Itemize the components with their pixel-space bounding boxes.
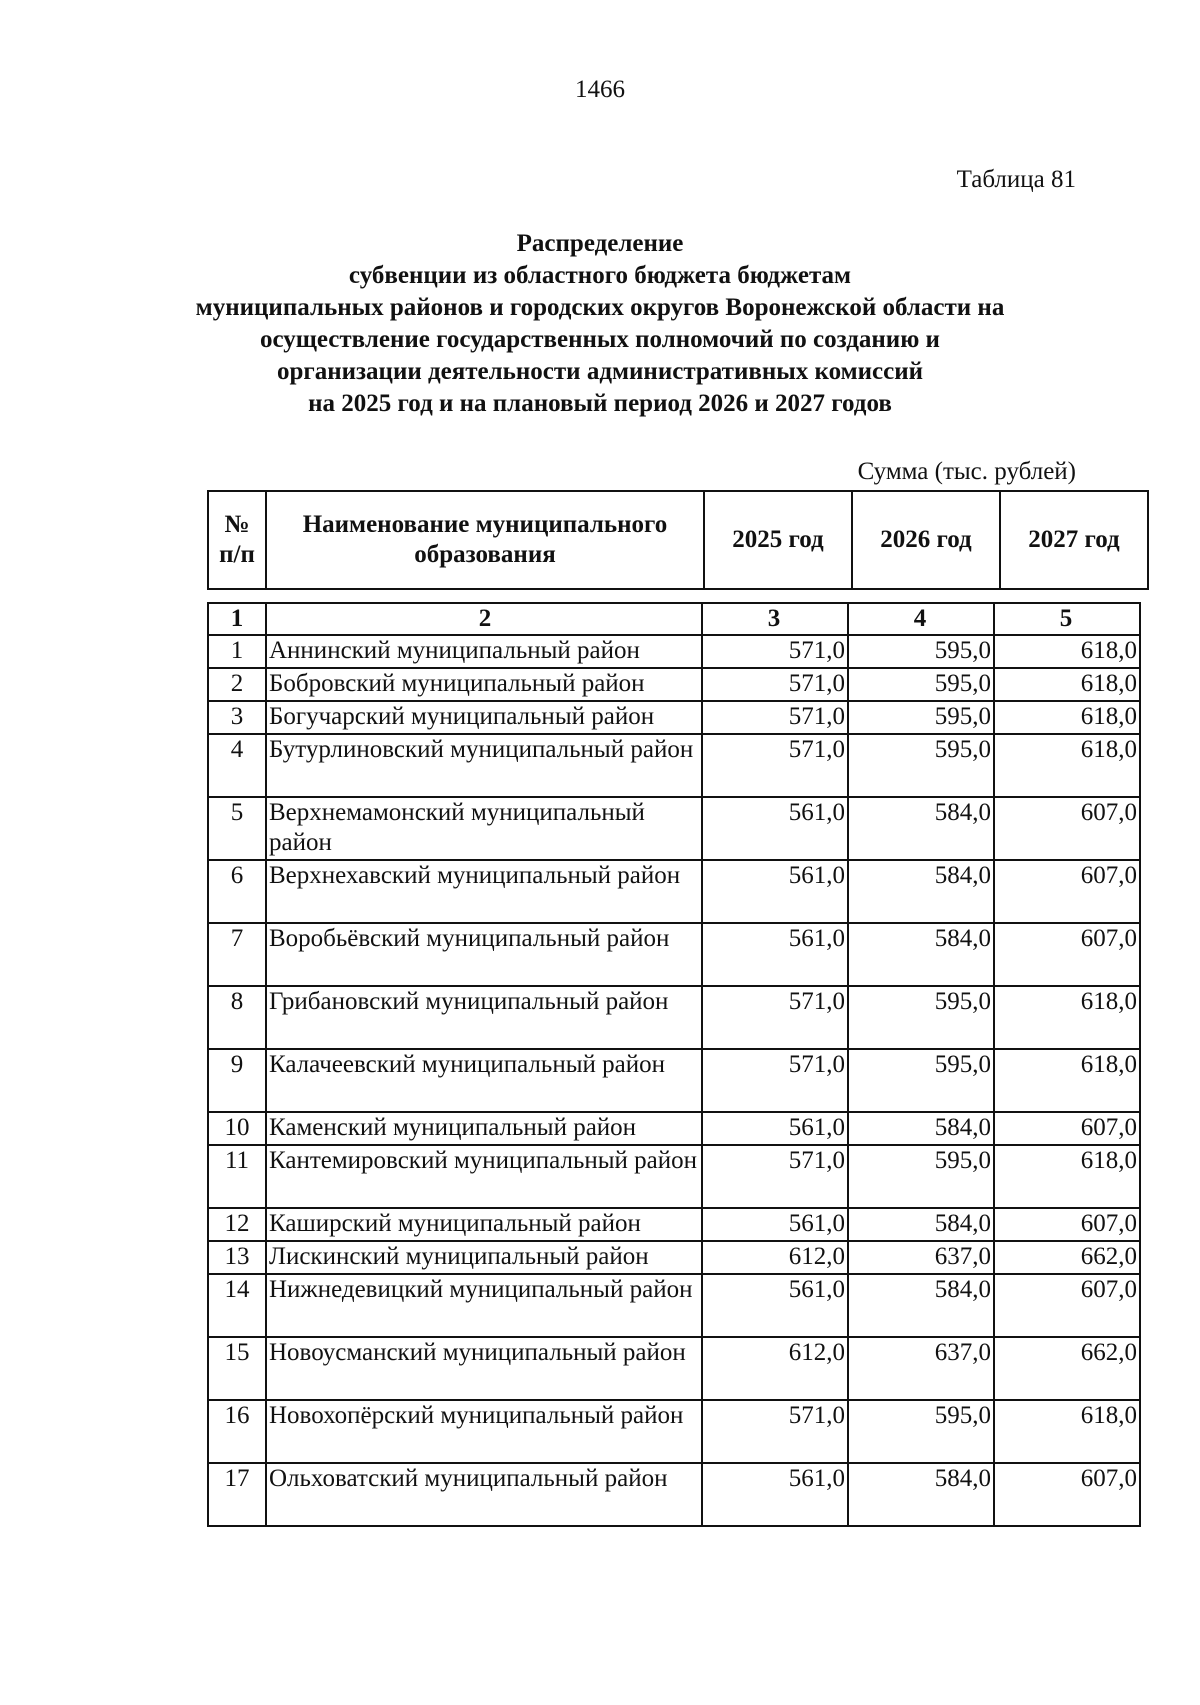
value-2025: 571,0 [702, 701, 848, 734]
value-2026: 637,0 [848, 1337, 994, 1400]
value-2025: 561,0 [702, 1208, 848, 1241]
row-number: 14 [208, 1274, 266, 1337]
value-2025: 561,0 [702, 1463, 848, 1526]
column-number: 2 [266, 603, 702, 635]
municipality-name: Новоусманский муниципальный район [266, 1337, 702, 1400]
municipality-name: Аннинский муниципальный район [266, 635, 702, 668]
value-2027: 607,0 [994, 1112, 1140, 1145]
value-2026: 637,0 [848, 1241, 994, 1274]
value-2025: 561,0 [702, 860, 848, 923]
value-2025: 571,0 [702, 986, 848, 1049]
municipality-name: Каширский муниципальный район [266, 1208, 702, 1241]
row-number: 15 [208, 1337, 266, 1400]
row-number: 13 [208, 1241, 266, 1274]
value-2025: 571,0 [702, 635, 848, 668]
value-2027: 618,0 [994, 734, 1140, 797]
value-2025: 571,0 [702, 1145, 848, 1208]
municipality-name: Лискинский муниципальный район [266, 1241, 702, 1274]
municipality-name: Нижнедевицкий муниципальный район [266, 1274, 702, 1337]
row-number: 8 [208, 986, 266, 1049]
value-2025: 571,0 [702, 1400, 848, 1463]
value-2025: 571,0 [702, 734, 848, 797]
value-2026: 584,0 [848, 797, 994, 860]
title-line: Распределение [516, 230, 684, 257]
table-row [208, 1274, 1140, 1337]
value-2026: 595,0 [848, 668, 994, 701]
municipality-name: Верхнехавский муниципальный район [266, 860, 702, 923]
value-2026: 584,0 [848, 860, 994, 923]
table-row [208, 986, 1140, 1049]
value-2026: 584,0 [848, 1274, 994, 1337]
header-num: № п/п [208, 491, 266, 589]
value-2026: 595,0 [848, 1145, 994, 1208]
municipality-name: Бутурлиновский муниципальный район [266, 734, 702, 797]
value-2027: 607,0 [994, 1463, 1140, 1526]
column-number: 5 [994, 603, 1140, 635]
row-number: 16 [208, 1400, 266, 1463]
row-number: 1 [208, 635, 266, 668]
title-line: субвенции из областного бюджета бюджетам [348, 262, 852, 289]
value-2027: 618,0 [994, 1400, 1140, 1463]
municipality-name: Бобровский муниципальный район [266, 668, 702, 701]
value-2027: 607,0 [994, 860, 1140, 923]
table-row [208, 1049, 1140, 1112]
column-number: 3 [702, 603, 848, 635]
value-2025: 612,0 [702, 1241, 848, 1274]
column-number: 1 [208, 603, 266, 635]
value-2026: 584,0 [848, 923, 994, 986]
column-number: 4 [848, 603, 994, 635]
value-2026: 595,0 [848, 734, 994, 797]
value-2025: 561,0 [702, 923, 848, 986]
municipality-name: Каменский муниципальный район [266, 1112, 702, 1145]
row-number: 9 [208, 1049, 266, 1112]
table-row [208, 668, 1140, 701]
value-2027: 618,0 [994, 668, 1140, 701]
row-number: 12 [208, 1208, 266, 1241]
data-table [207, 602, 1141, 1527]
value-2025: 571,0 [702, 668, 848, 701]
column-numbers-row [208, 603, 1140, 635]
value-2027: 618,0 [994, 1049, 1140, 1112]
value-2027: 618,0 [994, 986, 1140, 1049]
title-line: организации деятельности административных комиссий [276, 358, 924, 385]
municipality-name: Новохопёрский муниципальный район [266, 1400, 702, 1463]
value-2025: 561,0 [702, 1112, 848, 1145]
municipality-name: Ольховатский муниципальный район [266, 1463, 702, 1526]
value-2027: 618,0 [994, 1145, 1140, 1208]
table-label: Таблица 81 [956, 166, 1076, 193]
value-2026: 595,0 [848, 701, 994, 734]
value-2027: 607,0 [994, 797, 1140, 860]
header-2027: 2027 год [1000, 491, 1148, 589]
table-row [208, 797, 1140, 860]
table-row [208, 1241, 1140, 1274]
municipality-name: Воробьёвский муниципальный район [266, 923, 702, 986]
table-row [208, 860, 1140, 923]
table-row [208, 1208, 1140, 1241]
row-number: 4 [208, 734, 266, 797]
value-2027: 662,0 [994, 1241, 1140, 1274]
table-row [208, 1463, 1140, 1526]
header-2026: 2026 год [852, 491, 1000, 589]
row-number: 10 [208, 1112, 266, 1145]
row-number: 17 [208, 1463, 266, 1526]
value-2026: 595,0 [848, 986, 994, 1049]
row-number: 11 [208, 1145, 266, 1208]
value-2027: 618,0 [994, 701, 1140, 734]
table-header [207, 490, 1149, 590]
value-2026: 595,0 [848, 1049, 994, 1112]
value-2027: 607,0 [994, 1208, 1140, 1241]
table-row [208, 734, 1140, 797]
header-name: Наименование муниципального образования [266, 491, 704, 589]
value-2026: 595,0 [848, 1400, 994, 1463]
value-2027: 618,0 [994, 635, 1140, 668]
value-2027: 607,0 [994, 923, 1140, 986]
page-number: 1466 [575, 76, 625, 103]
table-row [208, 923, 1140, 986]
table-row [208, 635, 1140, 668]
row-number: 5 [208, 797, 266, 860]
table-row [208, 1145, 1140, 1208]
value-2027: 662,0 [994, 1337, 1140, 1400]
row-number: 2 [208, 668, 266, 701]
value-2025: 561,0 [702, 797, 848, 860]
value-2025: 612,0 [702, 1337, 848, 1400]
row-number: 3 [208, 701, 266, 734]
municipality-name: Верхнемамонский муниципальный район [266, 797, 702, 860]
municipality-name: Грибановский муниципальный район [266, 986, 702, 1049]
value-2026: 584,0 [848, 1112, 994, 1145]
municipality-name: Кантемировский муниципальный район [266, 1145, 702, 1208]
value-2027: 607,0 [994, 1274, 1140, 1337]
row-number: 7 [208, 923, 266, 986]
value-2025: 561,0 [702, 1274, 848, 1337]
row-number: 6 [208, 860, 266, 923]
units-caption: Сумма (тыс. рублей) [857, 458, 1076, 485]
table-row [208, 1112, 1140, 1145]
table-row [208, 1400, 1140, 1463]
title-line: на 2025 год и на плановый период 2026 и 2027 годов [308, 390, 892, 417]
municipality-name: Калачеевский муниципальный район [266, 1049, 702, 1112]
document-title [140, 228, 1060, 420]
title-line: муниципальных районов и городских округов Воронежской области на [195, 294, 1005, 321]
header-2025: 2025 год [704, 491, 852, 589]
value-2026: 584,0 [848, 1208, 994, 1241]
value-2025: 571,0 [702, 1049, 848, 1112]
title-line: осуществление государственных полномочий по созданию и [260, 326, 940, 353]
value-2026: 584,0 [848, 1463, 994, 1526]
table-row [208, 1337, 1140, 1400]
table-row [208, 701, 1140, 734]
value-2026: 595,0 [848, 635, 994, 668]
municipality-name: Богучарский муниципальный район [266, 701, 702, 734]
